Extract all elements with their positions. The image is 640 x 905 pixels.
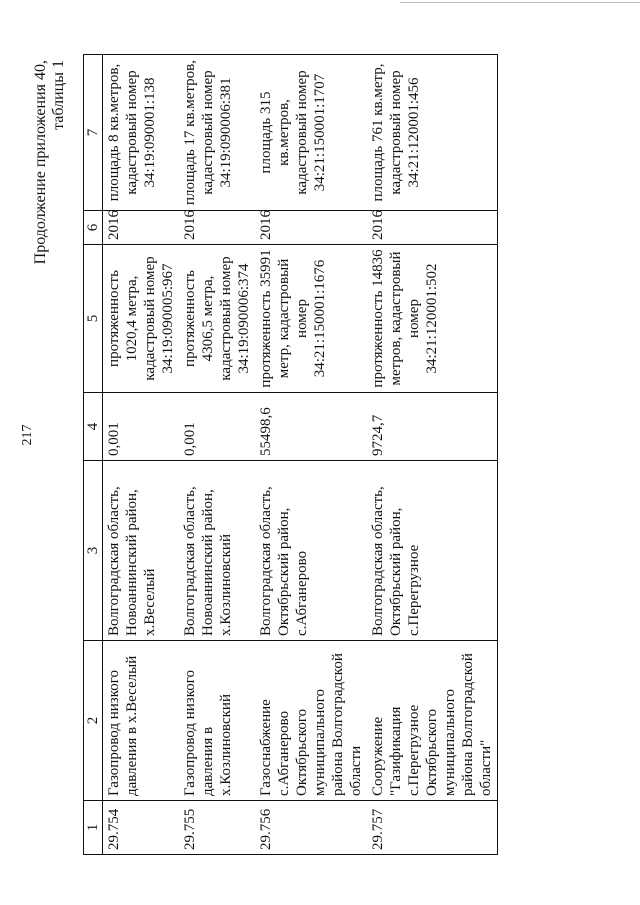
table-row	[255, 55, 367, 855]
header-col-5: 5	[84, 245, 103, 393]
row-number: 29.755	[179, 801, 255, 855]
header-col-7: 7	[84, 55, 103, 211]
object-name: Газоснабжение с.Абганерово Октябрьского муниципального района Волгоградской области	[255, 641, 367, 801]
object-address: Волгоградская область, Октябрьский район, с.Перегрузное	[367, 461, 498, 641]
object-note: площадь 315 кв.метров, кадастровый номер 34:21:150001:1707	[255, 55, 367, 211]
object-year: 2016	[367, 211, 498, 245]
object-value: 9724,7	[367, 393, 498, 461]
caption-line-1: Продолжение приложения 40,	[32, 60, 49, 265]
object-name: Сооружение "Газификация с.Перегрузное Октябрьского муниципального района Волгоградской области"	[367, 641, 498, 801]
header-col-1: 1	[84, 801, 103, 855]
row-number: 29.757	[367, 801, 498, 855]
object-characteristics: протяженность 35991 метр, кадастровый номер 34:21:150001:1676	[255, 245, 367, 393]
object-value: 55498,6	[255, 393, 367, 461]
table-row	[179, 55, 255, 855]
property-table	[83, 54, 498, 855]
object-address: Волгоградская область, Октябрьский район, с.Абганерово	[255, 461, 367, 641]
row-number: 29.754	[103, 801, 180, 855]
header-col-2: 2	[84, 641, 103, 801]
object-address: Волгоградская область, Новоаннинский район, х.Веселый	[103, 461, 180, 641]
object-characteristics: протяженность 14836 метров, кадастровый номер 34:21:120001:502	[367, 245, 498, 393]
object-note: площадь 17 кв.метров, кадастровый номер 34:19:090006:381	[179, 55, 255, 211]
object-value: 0,001	[103, 393, 180, 461]
object-year: 2016	[179, 211, 255, 245]
object-note: площадь 8 кв.метров, кадастровый номер 34:19:090001:138	[103, 55, 180, 211]
caption-line-2: таблицы 1	[50, 60, 67, 130]
object-note: площадь 761 кв.метр, кадастровый номер 34:21:120001:456	[367, 55, 498, 211]
object-address: Волгоградская область, Новоаннинский район, х.Козлиновский	[179, 461, 255, 641]
object-name: Газопровод низкого давления в х.Веселый	[103, 641, 180, 801]
header-col-4: 4	[84, 393, 103, 461]
header-col-6: 6	[84, 211, 103, 245]
object-characteristics: протяженность 1020,4 метра, кадастровый номер 34:19:090005:967	[103, 245, 180, 393]
object-year: 2016	[103, 211, 180, 245]
row-number: 29.756	[255, 801, 367, 855]
object-value: 0,001	[179, 393, 255, 461]
object-year: 2016	[255, 211, 367, 245]
header-col-3: 3	[84, 461, 103, 641]
table-caption	[32, 60, 68, 300]
table-row	[367, 55, 498, 855]
table-row	[103, 55, 180, 855]
page-number: 217	[20, 424, 35, 446]
object-characteristics: протяженность 4306,5 метра, кадастровый номер 34:19:090006:374	[179, 245, 255, 393]
object-name: Газопровод низкого давления в х.Козлиновский	[179, 641, 255, 801]
table-header-row	[84, 55, 103, 855]
